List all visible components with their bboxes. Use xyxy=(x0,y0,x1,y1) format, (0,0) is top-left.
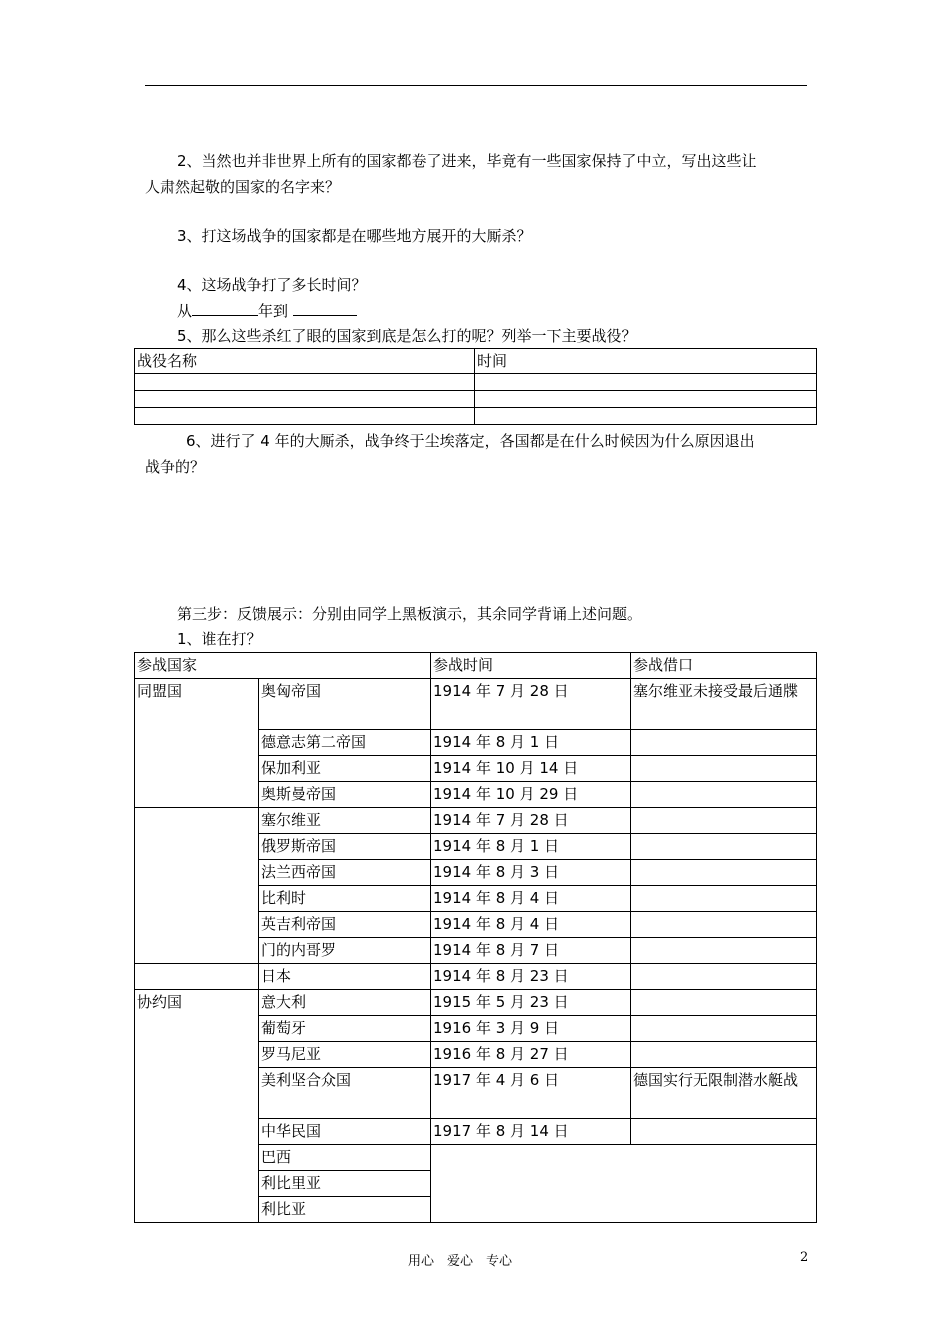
battle-time-cell[interactable] xyxy=(475,408,817,425)
country-cell: 意大利 xyxy=(259,990,431,1016)
pretext-cell xyxy=(631,964,817,990)
time-cell: 1914 年 8 月 1 日 xyxy=(431,834,631,860)
battle-name-cell[interactable] xyxy=(135,374,475,391)
country-cell: 葡萄牙 xyxy=(259,1016,431,1042)
battle-name-cell[interactable] xyxy=(135,408,475,425)
step3-question-1: 1、谁在打？ xyxy=(177,630,262,648)
battle-name-cell[interactable] xyxy=(135,391,475,408)
question-4: 4、这场战争打了多长时间？ xyxy=(177,276,367,294)
country-cell: 塞尔维亚 xyxy=(259,808,431,834)
time-cell: 1916 年 3 月 9 日 xyxy=(431,1016,631,1042)
time-cell: 1916 年 8 月 27 日 xyxy=(431,1042,631,1068)
pretext-cell: 德国实行无限制潜水艇战 xyxy=(631,1068,817,1119)
country-cell: 巴西 xyxy=(259,1145,431,1171)
header-rule xyxy=(145,85,807,86)
country-cell: 利比里亚 xyxy=(259,1171,431,1197)
country-cell: 俄罗斯帝国 xyxy=(259,834,431,860)
country-cell: 奥匈帝国 xyxy=(259,679,431,730)
group-cell-blank xyxy=(135,808,259,964)
time-cell: 1915 年 5 月 23 日 xyxy=(431,990,631,1016)
time-cell: 1914 年 8 月 7 日 xyxy=(431,938,631,964)
end-year-blank[interactable] xyxy=(293,301,357,316)
country-cell: 德意志第二帝国 xyxy=(259,730,431,756)
pretext-cell: 塞尔维亚未接受最后通牒 xyxy=(631,679,817,730)
time-cell: 1914 年 8 月 1 日 xyxy=(431,730,631,756)
question-6-line2: 战争的？ xyxy=(145,458,206,476)
pretext-cell xyxy=(631,808,817,834)
pretext-cell xyxy=(631,1119,817,1145)
battle-time-cell[interactable] xyxy=(475,374,817,391)
start-year-blank[interactable] xyxy=(192,301,258,316)
pretext-cell xyxy=(631,730,817,756)
pretext-header: 参战借口 xyxy=(631,653,817,679)
question-2-line1: 2、当然也并非世界上所有的国家都卷了进来，毕竟有一些国家保持了中立，写出这些让 xyxy=(177,152,757,170)
country-cell: 保加利亚 xyxy=(259,756,431,782)
pretext-cell xyxy=(631,834,817,860)
country-cell: 奥斯曼帝国 xyxy=(259,782,431,808)
country-cell: 日本 xyxy=(259,964,431,990)
pretext-cell xyxy=(631,756,817,782)
step3-title: 第三步：反馈展示：分别由同学上黑板演示，其余同学背诵上述问题。 xyxy=(177,605,643,623)
battle-time-cell[interactable] xyxy=(475,391,817,408)
pretext-cell xyxy=(631,860,817,886)
time-cell: 1917 年 4 月 6 日 xyxy=(431,1068,631,1119)
country-cell: 比利时 xyxy=(259,886,431,912)
time-cell: 1914 年 10 月 29 日 xyxy=(431,782,631,808)
time-cell: 1914 年 8 月 3 日 xyxy=(431,860,631,886)
time-cell: 1914 年 8 月 4 日 xyxy=(431,886,631,912)
pretext-cell xyxy=(631,990,817,1016)
battle-time-header: 时间 xyxy=(475,349,817,374)
pretext-cell xyxy=(631,938,817,964)
group-cell-blank xyxy=(135,964,259,990)
country-cell: 利比亚 xyxy=(259,1197,431,1223)
time-cell: 1914 年 8 月 23 日 xyxy=(431,964,631,990)
country-cell: 门的内哥罗 xyxy=(259,938,431,964)
year-to-label: 年到 xyxy=(258,302,289,320)
question-3: 3、打这场战争的国家都是在哪些地方展开的大厮杀？ xyxy=(177,227,532,245)
country-cell: 英吉利帝国 xyxy=(259,912,431,938)
question-2-line2: 人肃然起敬的国家的名字来？ xyxy=(145,178,341,196)
pretext-cell xyxy=(631,912,817,938)
time-cell: 1914 年 7 月 28 日 xyxy=(431,679,631,730)
question-5: 5、那么这些杀红了眼的国家到底是怎么打的呢？列举一下主要战役？ xyxy=(177,327,637,345)
central-powers-group: 同盟国 xyxy=(135,679,259,808)
country-cell: 法兰西帝国 xyxy=(259,860,431,886)
country-header: 参战国家 xyxy=(135,653,431,679)
pretext-cell xyxy=(631,782,817,808)
entente-group: 协约国 xyxy=(135,990,259,1223)
time-cell: 1914 年 7 月 28 日 xyxy=(431,808,631,834)
battle-name-header: 战役名称 xyxy=(135,349,475,374)
time-cell: 1914 年 10 月 14 日 xyxy=(431,756,631,782)
pretext-cell xyxy=(631,1042,817,1068)
from-label: 从 xyxy=(177,302,193,320)
country-cell: 中华民国 xyxy=(259,1119,431,1145)
country-cell: 罗马尼亚 xyxy=(259,1042,431,1068)
battle-table xyxy=(134,348,817,425)
pretext-cell xyxy=(631,886,817,912)
merged-blank-cell xyxy=(431,1145,817,1223)
time-header: 参战时间 xyxy=(431,653,631,679)
time-cell: 1914 年 8 月 4 日 xyxy=(431,912,631,938)
footer-motto: 用心 爱心 专心 xyxy=(408,1254,513,1269)
country-cell: 美利坚合众国 xyxy=(259,1068,431,1119)
question-4-answer-line xyxy=(177,300,357,322)
page-number: 2 xyxy=(800,1250,809,1265)
pretext-cell xyxy=(631,1016,817,1042)
question-6-line1: 6、进行了 4 年的大厮杀，战争终于尘埃落定，各国都是在什么时候因为什么原因退出 xyxy=(186,432,755,450)
war-participants-table xyxy=(134,652,817,1223)
time-cell: 1917 年 8 月 14 日 xyxy=(431,1119,631,1145)
